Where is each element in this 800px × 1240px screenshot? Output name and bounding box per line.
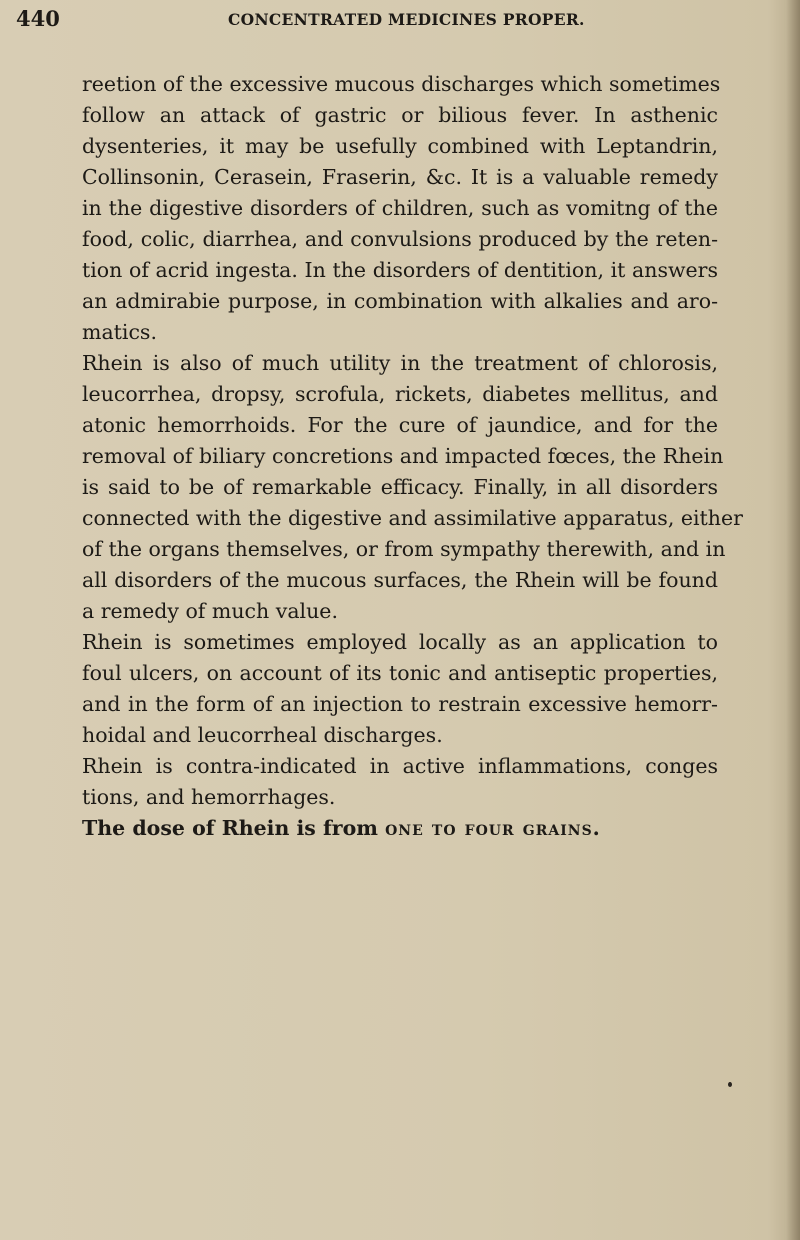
text-line: is said to be of remarkable efficacy. Finally, in all disorders xyxy=(82,475,718,499)
page-number: 440 xyxy=(16,6,60,31)
text-line: of the organs themselves, or from sympathy therewith, and in xyxy=(82,537,726,561)
text-line: hoidal and leucorrheal discharges. xyxy=(82,723,443,747)
text-line: Collinsonin, Cerasein, Fraserin, &c. It is a valuable remedy xyxy=(82,165,718,189)
text-line: all disorders of the mucous surfaces, the Rhein will be found xyxy=(82,568,718,592)
text-line: foul ulcers, on account of its tonic and antiseptic properties, xyxy=(82,661,718,685)
text-line: leucorrhea, dropsy, scrofula, rickets, diabetes mellitus, and xyxy=(82,382,718,406)
running-head xyxy=(16,6,740,36)
dose-amount: one to four grains. xyxy=(385,816,601,840)
text-line: tions, and hemorrhages. xyxy=(82,785,336,809)
page-edge-shadow xyxy=(786,0,800,1240)
text-line: tion of acrid ingesta. In the disorders of dentition, it answers xyxy=(82,258,718,282)
text-line: dysenteries, it may be usefully combined with Leptandrin, xyxy=(82,134,718,158)
text-line: and in the form of an injection to restrain excessive hemorr- xyxy=(82,692,718,716)
paragraph-start-line: Rhein is also of much utility in the treatment of chlorosis, xyxy=(82,351,718,375)
text-line: food, colic, diarrhea, and convulsions produced by the reten- xyxy=(82,227,718,251)
paragraph-start-line: Rhein is contra-indicated in active inflammations, conges xyxy=(82,754,718,778)
text-line: matics. xyxy=(82,320,157,344)
text-line: an admirabie purpose, in combination with alkalies and aro- xyxy=(82,289,718,313)
text-line: reetion of the excessive mucous discharges which sometimes xyxy=(82,72,721,96)
text-line: atonic hemorrhoids. For the cure of jaundice, and for the xyxy=(82,413,718,437)
text-line: connected with the digestive and assimilative apparatus, either xyxy=(82,506,743,530)
text-line: removal of biliary concretions and impacted fœces, the Rhein xyxy=(82,444,724,468)
print-speck xyxy=(728,1082,732,1087)
text-line: in the digestive disorders of children, such as vomitng of the xyxy=(82,196,718,220)
text-line: follow an attack of gastric or bilious fever. In asthenic xyxy=(82,103,718,127)
paragraph-start-line: Rhein is sometimes employed locally as an application to xyxy=(82,630,718,654)
dose-line xyxy=(82,813,718,844)
body-text xyxy=(82,69,743,844)
text-line: a remedy of much value. xyxy=(82,599,338,623)
dose-text: The dose of Rhein is from xyxy=(82,816,378,840)
running-title: CONCENTRATED MEDICINES PROPER. xyxy=(228,10,585,29)
